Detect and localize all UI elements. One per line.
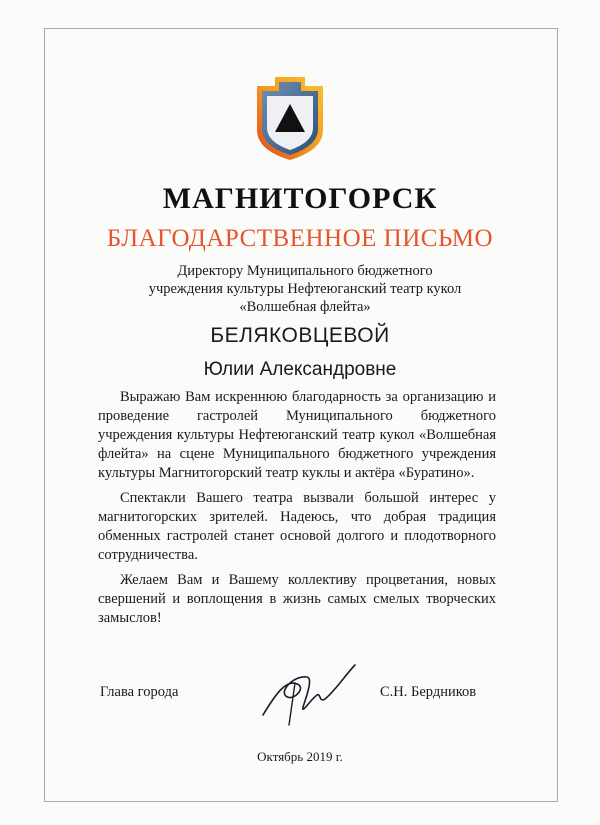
letter-body (98, 388, 496, 634)
magnitogorsk-coat-of-arms-icon (253, 72, 327, 162)
city-name: МАГНИТОГОРСК (162, 182, 438, 215)
addressee-block (100, 262, 510, 316)
recipient-given-names: Юлии Александровне (203, 359, 397, 380)
recipient-surname: БЕЛЯКОВЦЕВОЙ (210, 324, 390, 347)
document-title: БЛАГОДАРСТВЕННОЕ ПИСЬМО (106, 225, 494, 252)
signatory-name: С.Н. Бердников (380, 684, 477, 700)
handwritten-signature (255, 655, 365, 730)
body-paragraph: Выражаю Вам искреннюю благодарность за организацию и проведение гастролей Муниципального бюджетного учреждения культуры Нефтеюганский театр кукол «Волшебная флейта» на сцене Муниципального бюджетного учреждения культуры Магнитогорский театр куклы и актёра «Буратино». (98, 389, 496, 481)
signatory-title: Глава города (100, 684, 179, 700)
letter-date: Октябрь 2019 г. (257, 749, 343, 764)
body-paragraph: Спектакли Вашего театра вызвали большой интерес у магнитогорских зрителей. Надеюсь, что добрая традиция обменных гастролей станет основой долгого и плодотворного сотрудничества. (98, 490, 496, 563)
body-paragraph: Желаем Вам и Вашему коллективу процветания, новых свершений и воплощения в жизнь самых смелых творческих замыслов! (98, 572, 496, 626)
addressee-line: учреждения культуры Нефтеюганский театр кукол (148, 281, 462, 297)
addressee-line: «Волшебная флейта» (239, 299, 371, 315)
addressee-line: Директору Муниципального бюджетного (177, 263, 433, 279)
